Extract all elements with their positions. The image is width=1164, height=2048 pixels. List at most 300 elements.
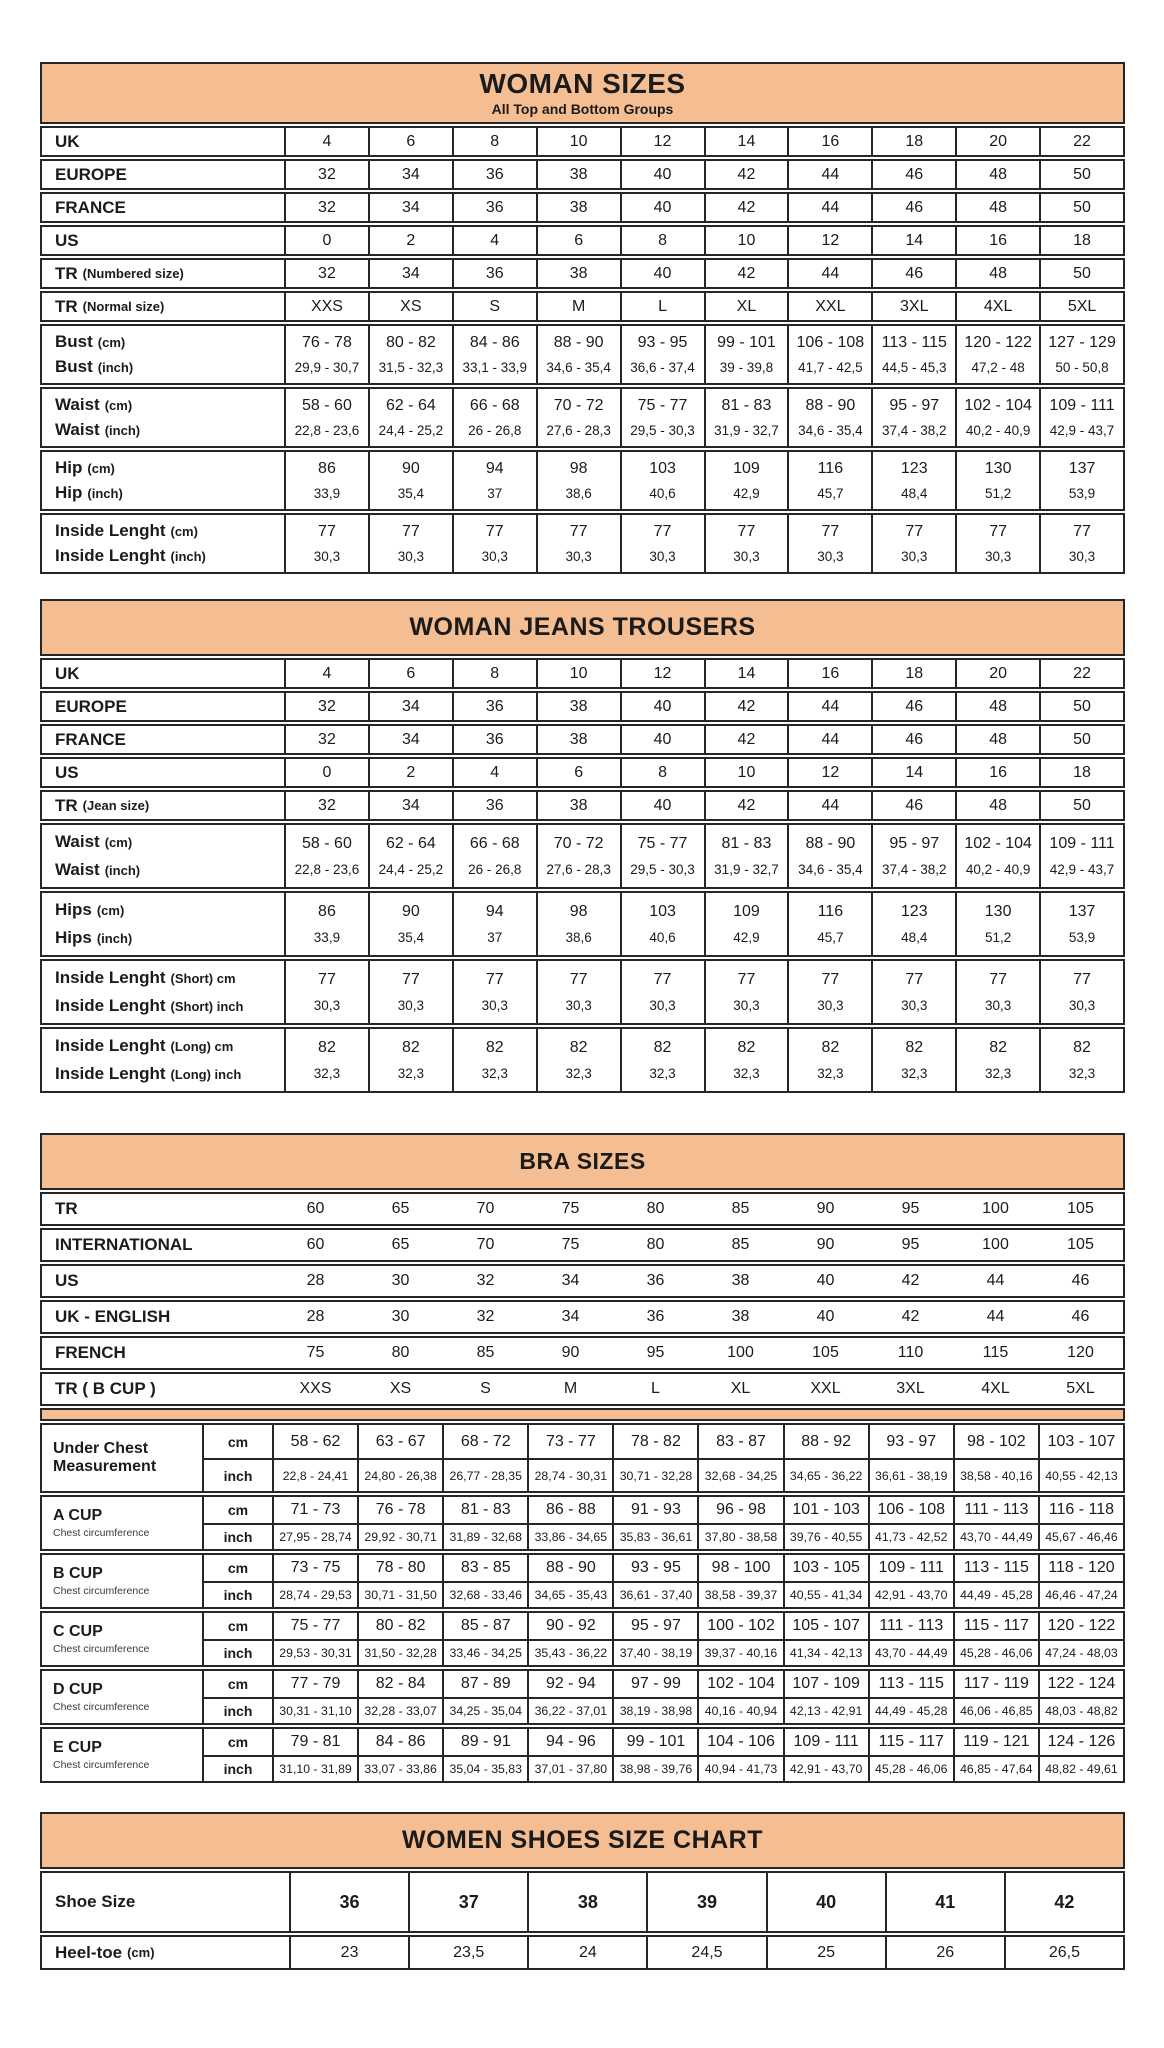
value-text: 46 (905, 730, 924, 748)
value-cell (620, 293, 704, 320)
cup-label-cell (42, 1729, 202, 1781)
value-text: 46,85 - 47,64 (960, 1762, 1033, 1776)
value-cell (1038, 1581, 1123, 1607)
value-text: 100 (727, 1344, 754, 1361)
value-text: 4XL (981, 1380, 1010, 1397)
value-cell (368, 693, 452, 720)
value-cell (704, 759, 788, 786)
value-cell (536, 194, 620, 221)
value-text: 120 (1067, 1344, 1094, 1361)
group-label: Hips (55, 900, 92, 920)
value-cell (284, 726, 368, 753)
value-text: 110 (897, 1344, 924, 1361)
value-text: 90 (561, 1344, 580, 1361)
value-cell (368, 1029, 452, 1091)
value-cell (442, 1425, 527, 1458)
value-text: 0 (322, 231, 332, 249)
row-label-cell (42, 726, 284, 753)
value-top: 82 (737, 1038, 756, 1056)
unit-cell: cm (202, 1497, 272, 1523)
value-text: 105 (1067, 1200, 1094, 1217)
value-cell (368, 515, 452, 572)
value-bottom: 26 - 26,8 (468, 423, 522, 438)
value-text: 42 (737, 264, 756, 282)
table-row (40, 1228, 1125, 1262)
value-bottom: 22,8 - 23,6 (294, 423, 360, 438)
value-text: XS (389, 1380, 412, 1397)
value-cell (871, 693, 955, 720)
value-cell (452, 1029, 536, 1091)
value-top: 82 (401, 1038, 420, 1056)
row-label: TR (55, 263, 78, 283)
value-top: 77 (318, 523, 336, 540)
value-text: 117 - 119 (963, 1675, 1029, 1692)
value-bottom: 31,9 - 32,7 (714, 423, 779, 438)
value-bottom: 40,6 (649, 930, 676, 946)
value-cell (1038, 1671, 1123, 1697)
unit-cell: inch (202, 1697, 272, 1723)
value-cell (273, 1374, 358, 1404)
value-text: 38 (569, 264, 588, 282)
value-bottom: 30,3 (565, 549, 592, 564)
row-label: FRANCE (55, 197, 126, 217)
value-bottom: 30,3 (817, 998, 844, 1014)
value-text: 113 - 115 (878, 1675, 944, 1692)
table-row (40, 291, 1125, 322)
value-text: 38,58 - 40,16 (960, 1468, 1033, 1483)
value-text: 90 - 92 (545, 1617, 596, 1634)
value-cell (955, 452, 1039, 509)
value-cell (1039, 1029, 1123, 1091)
value-text: 71 - 73 (290, 1501, 341, 1518)
value-cell (620, 128, 704, 155)
value-text: 39,76 - 40,55 (789, 1530, 863, 1544)
value-cell (452, 893, 536, 955)
value-text: 36,61 - 37,40 (619, 1588, 693, 1602)
value-cell (697, 1729, 782, 1755)
value-bottom: 37 (487, 930, 503, 946)
value-cell (612, 1755, 697, 1781)
value-text: 42 (1054, 1891, 1075, 1912)
value-cell (868, 1639, 953, 1665)
group-row (40, 823, 1125, 889)
value-cell (871, 893, 955, 955)
value-cell (871, 128, 955, 155)
group-label-line (55, 860, 140, 880)
value-cell (528, 1374, 613, 1404)
value-text: 48 (989, 730, 1008, 748)
value-cell (536, 726, 620, 753)
value-text: 4XL (983, 297, 1013, 315)
value-cell (442, 1458, 527, 1491)
value-text: 93 - 97 (886, 1432, 937, 1450)
value-cell (1039, 293, 1123, 320)
group-label-line (55, 1036, 233, 1056)
value-cell (953, 1613, 1038, 1639)
value-cell (1038, 1194, 1123, 1224)
value-bottom: 50 - 50,8 (1055, 360, 1109, 375)
value-text: 42,13 - 42,91 (789, 1704, 863, 1718)
value-cell (612, 1458, 697, 1491)
cup-label-cell (42, 1671, 202, 1723)
group-label-cell (42, 1029, 284, 1091)
value-cell (284, 293, 368, 320)
value-text: 100 - 102 (707, 1617, 775, 1634)
value-cell (698, 1302, 783, 1332)
value-text: XL (730, 1380, 751, 1397)
cup-group-row (40, 1669, 1125, 1725)
value-cell (1039, 452, 1123, 509)
value-bottom: 35,4 (397, 486, 424, 501)
value-cell (787, 389, 871, 446)
value-text: 32 (318, 198, 336, 216)
value-text: 34 (401, 796, 420, 814)
value-text: 0 (322, 763, 332, 781)
value-bottom: 30,3 (901, 549, 928, 564)
value-text: 45,67 - 46,46 (1045, 1530, 1118, 1544)
value-text: 46 (905, 165, 924, 183)
value-cell (442, 1581, 527, 1607)
value-top: 62 - 64 (385, 397, 436, 414)
value-cell (1038, 1729, 1123, 1755)
value-cell (527, 1729, 612, 1755)
value-cell (272, 1497, 357, 1523)
value-cell (289, 1873, 408, 1931)
value-cell (284, 893, 368, 955)
bra-sizes-header (40, 1133, 1125, 1190)
value-cell (787, 825, 871, 887)
table-row (40, 1192, 1125, 1226)
value-text: 6 (574, 231, 584, 249)
value-cell (442, 1497, 527, 1523)
value-bottom: 33,9 (313, 930, 341, 946)
value-text: 29,53 - 30,31 (279, 1646, 352, 1660)
value-cell (443, 1302, 528, 1332)
value-text: 88 - 92 (801, 1432, 852, 1450)
value-cell (955, 128, 1039, 155)
value-cell (955, 389, 1039, 446)
value-text: 104 - 106 (707, 1733, 775, 1750)
value-text: 75 (561, 1236, 580, 1253)
value-bottom: 30,3 (985, 998, 1012, 1014)
table-row (40, 192, 1125, 223)
value-cell (273, 1266, 358, 1296)
group-label-line (55, 420, 140, 440)
value-bottom: 32,3 (649, 1066, 676, 1082)
value-text: 36 (485, 697, 504, 715)
value-text: 33,46 - 34,25 (449, 1646, 522, 1660)
value-text: 88 - 90 (545, 1559, 596, 1576)
value-text: 36 (339, 1891, 360, 1912)
value-text: 50 (1073, 264, 1091, 282)
table-row (40, 1336, 1125, 1370)
value-text: 42 (737, 165, 756, 183)
row-label: EUROPE (55, 696, 127, 716)
group-label-line (55, 968, 236, 988)
value-cell (868, 1194, 953, 1224)
value-text: 28 (306, 1272, 325, 1289)
value-bottom: 32,3 (481, 1066, 508, 1082)
value-cell (1039, 515, 1123, 572)
value-cell (368, 792, 452, 819)
value-top: 94 (485, 460, 504, 477)
value-bottom: 32,3 (901, 1066, 928, 1082)
value-cell (284, 260, 368, 287)
value-cell (868, 1697, 953, 1723)
value-cell (783, 1613, 868, 1639)
value-text: XS (400, 297, 422, 315)
row-label: Shoe Size (55, 1892, 136, 1911)
value-cell (442, 1639, 527, 1665)
value-cell (273, 1338, 358, 1368)
group-label-cell (42, 389, 284, 446)
value-top: 77 (653, 970, 672, 988)
value-text: 33,07 - 33,86 (364, 1762, 437, 1776)
value-cell (358, 1302, 443, 1332)
value-bottom: 40,2 - 40,9 (965, 862, 1031, 878)
value-cell (955, 792, 1039, 819)
value-bottom: 39 - 39,8 (719, 360, 774, 375)
value-text: 43,70 - 44,49 (960, 1530, 1033, 1544)
value-text: 95 (901, 1236, 920, 1253)
row-label-small: (cm) (127, 1945, 155, 1960)
value-cell (284, 759, 368, 786)
value-cell (953, 1497, 1038, 1523)
value-top: 77 (485, 970, 504, 988)
group-label-line (55, 483, 123, 503)
value-text: 18 (905, 132, 924, 150)
value-top: 90 (401, 460, 420, 477)
value-cell (528, 1338, 613, 1368)
value-cell (536, 227, 620, 254)
value-top: 82 (1073, 1038, 1091, 1056)
value-text: 44,49 - 45,28 (875, 1704, 948, 1718)
value-cell (284, 389, 368, 446)
value-cell (357, 1581, 442, 1607)
value-text: 32 (318, 165, 336, 183)
group-label-small: (inch) (87, 486, 123, 502)
value-cell (953, 1425, 1038, 1458)
value-text: 10 (737, 763, 756, 781)
value-text: 10 (569, 664, 588, 682)
value-text: 80 (646, 1236, 665, 1253)
value-cell (697, 1581, 782, 1607)
value-text: 26,77 - 28,35 (449, 1468, 522, 1483)
value-cell (357, 1613, 442, 1639)
value-cell (536, 693, 620, 720)
value-text: 48 (989, 165, 1008, 183)
cup-sublabel: Chest circumference (53, 1584, 150, 1597)
value-cell (953, 1266, 1038, 1296)
value-top: 70 - 72 (553, 834, 604, 852)
value-top: 90 (401, 902, 420, 920)
group-label-small: (inch) (97, 360, 134, 376)
value-cell (868, 1497, 953, 1523)
value-text: 46 (905, 796, 924, 814)
value-bottom: 30,3 (1068, 549, 1096, 564)
value-cell (368, 161, 452, 188)
value-text: 37,40 - 38,19 (619, 1646, 693, 1660)
value-cell (871, 260, 955, 287)
group-label: Inside Lenght (55, 546, 166, 566)
value-text: 46 (1071, 1272, 1090, 1289)
value-top: 81 - 83 (721, 397, 772, 414)
value-cell (1039, 260, 1123, 287)
value-text: 105 - 107 (792, 1617, 860, 1634)
value-top: 77 (401, 523, 420, 540)
value-text: 18 (1073, 763, 1091, 781)
value-text: 8 (658, 231, 667, 249)
value-text: 38 (569, 198, 588, 216)
value-cell (698, 1374, 783, 1404)
value-bottom: 40,6 (649, 486, 676, 501)
value-cell (443, 1194, 528, 1224)
value-top: 82 (821, 1038, 840, 1056)
value-cell (953, 1194, 1038, 1224)
value-top: 80 - 82 (385, 334, 436, 351)
value-cell (357, 1555, 442, 1581)
value-text: 38 (731, 1308, 750, 1325)
value-cell (284, 961, 368, 1023)
value-text: 115 - 117 (878, 1733, 944, 1750)
value-cell (783, 1194, 868, 1224)
value-bottom: 32,3 (565, 1066, 592, 1082)
value-text: 2 (406, 763, 416, 781)
value-text: 8 (658, 763, 667, 781)
value-top: 77 (821, 523, 840, 540)
value-cell (868, 1613, 953, 1639)
value-cell (358, 1266, 443, 1296)
value-cell (284, 452, 368, 509)
cup-group-row (40, 1611, 1125, 1667)
value-bottom: 31,9 - 32,7 (714, 862, 779, 878)
value-text: 28 (306, 1308, 325, 1325)
value-cell (871, 660, 955, 687)
value-cell (368, 128, 452, 155)
cup-label: D CUP (53, 1681, 103, 1699)
value-cell (452, 759, 536, 786)
group-label-line (55, 521, 198, 541)
value-text: 40 (653, 198, 672, 216)
value-bottom: 29,5 - 30,3 (630, 423, 695, 438)
value-text: 4 (322, 132, 332, 150)
value-top: 77 (905, 970, 924, 988)
row-label-small: (Normal size) (82, 299, 165, 314)
value-text: 8 (490, 664, 500, 682)
value-bottom: 53,9 (1068, 486, 1096, 501)
value-cell (527, 1639, 612, 1665)
value-cell (368, 326, 452, 383)
row-label-cell (42, 1230, 273, 1260)
value-text: 75 (306, 1344, 325, 1361)
value-cell (536, 893, 620, 955)
value-text: 24,5 (691, 1943, 723, 1961)
value-cell (871, 726, 955, 753)
value-bottom: 24,4 - 25,2 (378, 423, 444, 438)
cup-group-row (40, 1423, 1125, 1493)
value-text: 94 - 96 (545, 1733, 596, 1750)
row-label: UK (55, 663, 80, 683)
value-text: 38,98 - 39,76 (619, 1762, 693, 1776)
value-text: 35,43 - 36,22 (534, 1646, 608, 1660)
value-text: 32 (476, 1308, 495, 1325)
value-text: 5XL (1067, 297, 1097, 315)
value-cell (1038, 1266, 1123, 1296)
bra-section-divider (40, 1408, 1125, 1421)
value-text: 40 (653, 697, 672, 715)
value-top: 109 (733, 460, 760, 477)
value-text: 75 - 77 (290, 1617, 341, 1634)
value-cell (868, 1266, 953, 1296)
value-text: 14 (737, 664, 756, 682)
value-top: 123 (900, 460, 928, 477)
table-row (40, 1871, 1125, 1933)
value-cell (953, 1555, 1038, 1581)
row-label-cell (42, 194, 284, 221)
value-cell (620, 260, 704, 287)
bra-sizes-table (40, 1133, 1125, 1783)
value-bottom: 53,9 (1068, 930, 1096, 946)
value-cell (1038, 1425, 1123, 1458)
value-cell (536, 660, 620, 687)
value-bottom: 30,3 (313, 998, 341, 1014)
value-text: 95 (901, 1200, 920, 1217)
table-row (40, 658, 1125, 689)
value-cell (536, 260, 620, 287)
value-text: 119 - 121 (963, 1733, 1030, 1750)
value-cell (871, 825, 955, 887)
value-cell (698, 1338, 783, 1368)
value-text: 14 (737, 132, 756, 150)
value-text: 63 - 67 (375, 1432, 426, 1450)
value-bottom: 30,3 (565, 998, 592, 1014)
row-label-cell (42, 161, 284, 188)
value-text: 48 (989, 198, 1008, 216)
table-row (40, 126, 1125, 157)
value-text: XL (736, 297, 757, 315)
value-cell (452, 389, 536, 446)
value-cell (612, 1555, 697, 1581)
value-cell (955, 227, 1039, 254)
value-cell (783, 1425, 868, 1458)
value-cell (704, 128, 788, 155)
value-cell (284, 515, 368, 572)
group-row (40, 387, 1125, 448)
row-label-cell (42, 260, 284, 287)
cup-label-cell (42, 1555, 202, 1607)
table-row (40, 691, 1125, 722)
value-bottom: 29,9 - 30,7 (294, 360, 360, 375)
unit-cell: cm (202, 1613, 272, 1639)
value-cell (272, 1458, 357, 1491)
value-text: 24,80 - 26,38 (364, 1468, 437, 1483)
value-text: 44 (821, 198, 840, 216)
value-cell (871, 515, 955, 572)
row-label-cell (42, 1194, 273, 1224)
value-cell (620, 194, 704, 221)
value-bottom: 48,4 (901, 930, 928, 946)
value-text: 124 - 126 (1047, 1733, 1116, 1750)
value-cell (697, 1671, 782, 1697)
value-cell (871, 792, 955, 819)
group-label: Waist (55, 859, 100, 879)
value-top: 81 - 83 (721, 834, 772, 852)
value-cell (272, 1555, 357, 1581)
value-cell (953, 1639, 1038, 1665)
value-cell (357, 1697, 442, 1723)
women-shoes-table (40, 1812, 1125, 1970)
group-label-line (55, 332, 125, 352)
